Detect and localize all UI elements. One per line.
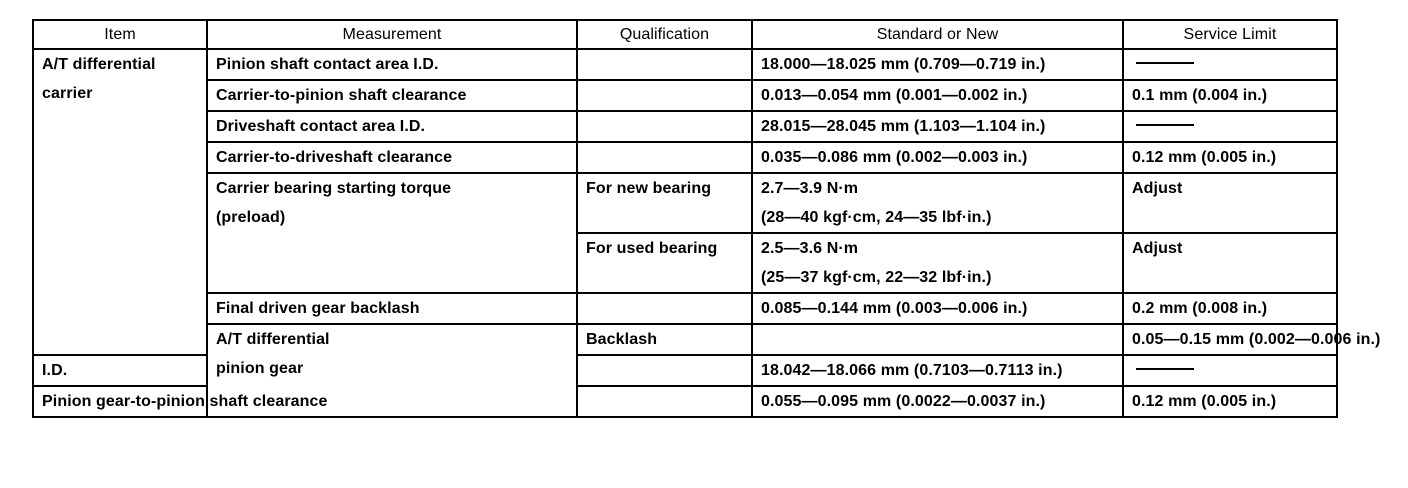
measurement-cell: Final driven gear backlash xyxy=(207,293,577,324)
item-label: pinion gear xyxy=(216,360,304,377)
service-limit-cell: 0.2 mm (0.008 in.) xyxy=(1123,293,1337,324)
qualification-cell xyxy=(577,111,752,142)
measurement-cell: Carrier-to-pinion shaft clearance xyxy=(207,80,577,111)
qualification-cell xyxy=(577,80,752,111)
table-row xyxy=(33,49,1337,80)
not-applicable-dash xyxy=(1136,124,1194,126)
not-applicable-dash xyxy=(1136,368,1194,370)
standard-value: 2.5—3.6 N·m xyxy=(761,240,859,257)
qualification-cell xyxy=(577,293,752,324)
standard-cell: 18.042—18.066 mm (0.7103—0.7113 in.) xyxy=(752,355,1123,386)
measurement-cell: Backlash xyxy=(577,324,752,355)
item-label: carrier xyxy=(42,85,93,102)
measurement-cell: Pinion gear-to-pinion shaft clearance xyxy=(33,386,207,417)
standard-cell: 28.015—28.045 mm (1.103—1.104 in.) xyxy=(752,111,1123,142)
standard-cell: 18.000—18.025 mm (0.709—0.719 in.) xyxy=(752,49,1123,80)
measurement-label: (preload) xyxy=(216,209,286,226)
qualification-cell-new: For new bearing xyxy=(577,173,752,233)
service-limit-cell: 0.1 mm (0.004 in.) xyxy=(1123,80,1337,111)
service-limit-cell-used: Adjust xyxy=(1123,233,1337,293)
qualification-cell xyxy=(577,49,752,80)
item-cell-carrier xyxy=(33,49,207,355)
header-item: Item xyxy=(33,20,207,49)
header-measurement: Measurement xyxy=(207,20,577,49)
service-limit-cell: 0.12 mm (0.005 in.) xyxy=(1123,142,1337,173)
standard-cell: 0.013—0.054 mm (0.001—0.002 in.) xyxy=(752,80,1123,111)
measurement-cell-preload xyxy=(207,173,577,293)
standard-cell: 0.05—0.15 mm (0.002—0.006 in.) xyxy=(1123,324,1337,355)
service-limit-cell xyxy=(1123,49,1337,80)
qualification-cell xyxy=(577,386,752,417)
table-row xyxy=(33,80,1337,111)
header-qualification: Qualification xyxy=(577,20,752,49)
table-row xyxy=(33,324,1337,355)
service-limit-cell: 0.12 mm (0.005 in.) xyxy=(1123,386,1337,417)
table-row xyxy=(33,173,1337,233)
standard-cell: 0.035—0.086 mm (0.002—0.003 in.) xyxy=(752,142,1123,173)
table-row xyxy=(33,142,1337,173)
qualification-cell xyxy=(577,355,752,386)
service-limit-cell-new: Adjust xyxy=(1123,173,1337,233)
header-service-limit: Service Limit xyxy=(1123,20,1337,49)
standard-value: (28—40 kgf·cm, 24—35 lbf·in.) xyxy=(761,209,992,226)
qualification-cell-used: For used bearing xyxy=(577,233,752,293)
standard-cell-new xyxy=(752,173,1123,233)
standard-cell-used xyxy=(752,233,1123,293)
measurement-cell: Pinion shaft contact area I.D. xyxy=(207,49,577,80)
measurement-cell: Driveshaft contact area I.D. xyxy=(207,111,577,142)
standard-value: (25—37 kgf·cm, 22—32 lbf·in.) xyxy=(761,269,992,286)
header-standard: Standard or New xyxy=(752,20,1123,49)
header-row xyxy=(33,20,1337,49)
table-row xyxy=(33,111,1337,142)
measurement-cell: Carrier-to-driveshaft clearance xyxy=(207,142,577,173)
qualification-cell xyxy=(577,142,752,173)
measurement-label: Carrier bearing starting torque xyxy=(216,180,452,197)
service-limit-cell xyxy=(1123,355,1337,386)
table-row xyxy=(33,293,1337,324)
item-label: A/T differential xyxy=(216,331,330,348)
specification-table xyxy=(32,19,1381,418)
measurement-cell: I.D. xyxy=(33,355,207,386)
not-applicable-dash xyxy=(1136,62,1194,64)
item-label: A/T differential xyxy=(42,56,156,73)
standard-value: 2.7—3.9 N·m xyxy=(761,180,859,197)
service-limit-cell xyxy=(1123,111,1337,142)
qualification-cell xyxy=(752,324,1123,355)
standard-cell: 0.055—0.095 mm (0.0022—0.0037 in.) xyxy=(752,386,1123,417)
standard-cell: 0.085—0.144 mm (0.003—0.006 in.) xyxy=(752,293,1123,324)
